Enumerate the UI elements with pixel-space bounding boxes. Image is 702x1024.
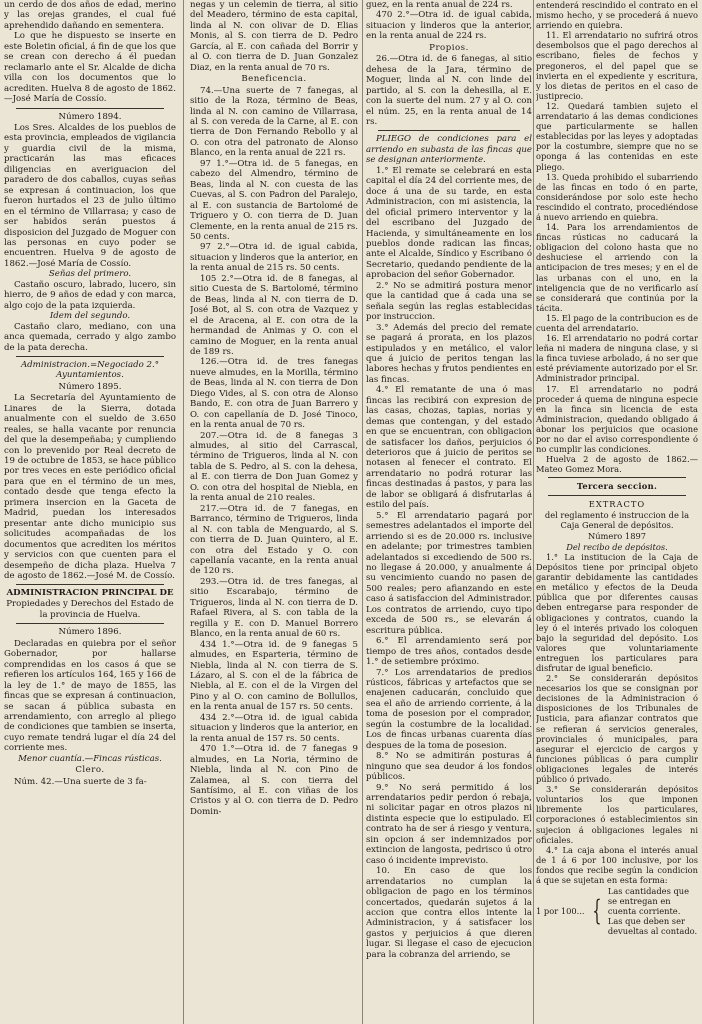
paragraph: Núm. 42.—Una suerte de 3 fa- <box>14 776 147 787</box>
paragraph: Castaño claro, mediano, con una anca quemada, cerrado y algo zambo de la pata derecha. <box>4 321 176 353</box>
interest-conditions <box>608 886 698 936</box>
paragraph: 97 1.°—Otra id. de 5 fanegas, en cabezo del Almendro, término de Beas, linda al N. con cuesta de las Cuevas, al S. con Padron del Paralejo, al E. con sustancia de Bartolomé de Triguero y O. con tierra de D. Juan Clemente, en la renta anual de 215 rs. 50 cents. <box>190 158 358 242</box>
divider <box>548 477 686 478</box>
paragraph: un cerdo de dos años de edad, merino y las orejas grandes, el cual fué aprehendido dañando en sementera. <box>4 0 176 31</box>
article: 3.° Se considerarán depósitos voluntarios los que imponen libremente los particulares, corporaciones ó establecimientos sin sujecion á obligaciones legales ni oficiales. <box>536 784 698 845</box>
column-3 <box>366 0 532 1024</box>
column-2 <box>190 0 358 1024</box>
divider <box>378 130 520 131</box>
divider <box>16 356 164 357</box>
column-1 <box>4 0 176 1024</box>
paragraph: Los Sres. Alcaldes de los pueblos de esta provincia, empleados de vigilancia y guardia civil de la misma, practicarán las mas eficaces diligencias en averiguacion del paradero de dos caballos, cuyas señas se expresan á continuacion, los que fueron hurtados el 23 de julio último en el término de Villarrasa; y caso de ser habidos serán puestos á disposicion del Juzgado de Moguer con las personas en cuyo poder se encuentren. Huelva 9 de agosto de 1862.—José María de Cossío. <box>4 122 176 269</box>
paragraph: 470 2.°—Otra id. de igual cabida, situacion y linderos que la anterior, en la renta anual de 224 rs. <box>366 10 532 42</box>
subheading: Menor cuantía.—Fincas rústicas. <box>18 753 162 764</box>
article: 1.° La institucion de la Caja de Depósitos tiene por principal objeto garantir debidamente las cantidades en metálico y efectos de la Deuda pública que por diferentes causas deben entregarse para responder de obligaciones y contratos, cuando la ley ó el interés privado los coloquen bajo la seguridad del depósito. Los valores que voluntariamente entreguen los particulares para disfrutar de igual beneficio. <box>536 551 698 673</box>
paragraph: entenderá rescindido el contrato en el mismo hecho, y se procederá á nuevo arriendo en quiebra. <box>536 0 698 31</box>
extract-title: EXTRACTO <box>588 498 646 509</box>
section-title: ADMINISTRACION PRINCIPAL DE <box>6 588 174 599</box>
divider <box>16 584 164 585</box>
condition: 6.° El arrendamiento será por tiempo de tres años, contados desde 1.° de setiembre próximo. <box>366 636 532 668</box>
notice-number: Número 1897 <box>587 530 647 541</box>
column-rule <box>362 0 363 1024</box>
paragraph: 434 2.°—Otra id. de igual cabida situacion y linderos que la anterior, en la renta anual de 157 rs. 50 cents. <box>190 712 358 744</box>
section-subtitle: Propiedades y Derechos del Estado de la provincia de Huelva. <box>6 599 174 620</box>
paragraph: Lo que he dispuesto se inserte en este Boletin oficial, á fin de que los que se crean con derecho á él puedan reclamarlo ante el Sr. Alcalde de dicha villa con los documentos que lo acrediten. Huelva 8 de agosto de 1862.—José María de Cossío. <box>4 31 176 105</box>
interest-condition: Las cantidades que se entregan en cuenta corriente. <box>607 886 690 917</box>
subheading: Señas del primero. <box>48 269 132 280</box>
condition: 15. El pago de la contribucion es de cuenta del arrendatario. <box>536 312 698 333</box>
conditions-heading: PLIEGO de condiciones para el arriendo en subasta de las fincas que se designan anteriormente. <box>366 134 532 166</box>
subheading: Clero. <box>75 765 105 776</box>
column-4 <box>536 0 698 1024</box>
interest-condition: Las que deben ser devueltas al contado. <box>607 916 698 937</box>
subheading: Propios. <box>429 42 469 53</box>
condition: 12. Quedará tambien sujeto el arrendatario á las demas condiciones que particularmente se hallen establecidas por las leyes y adoptadas por la costumbre, siempre que no se oponga á las contenidas en este pliego. <box>536 100 698 172</box>
notice-number: Número 1896. <box>58 627 122 638</box>
subheading: Beneficencia. <box>241 74 307 85</box>
paragraph: 74.—Una suerte de 7 fanegas, al sitio de la Roza, término de Beas, linda al N. con camino de Villarrasa, al S. con vereda de la Carne, al E. con tierra de Don Fernando Rebollo y al O. con otra del patronato de Alonso Blanco, en la renta anual de 221 rs. <box>190 85 358 159</box>
paragraph: 217.—Otra id. de 7 fanegas, en Barranco, término de Trigueros, linda al N. con tabla de Menguardo, al S. con tierra de D. Juan Quintero, al E. con otra del Estado y O. con capellanía vacante, en la renta anual de 120 rs. <box>190 503 358 577</box>
paragraph: 470 1.°—Otra id. de 7 fanegas 9 almudes, en La Noria, término de Niebla, linda al N. con Pino de Zalamea, al S. con tierra del Santísimo, al E. con viñas de los Cristos y al O. con tierra de D. Pedro Domin- <box>190 744 358 817</box>
notice-number: Número 1894. <box>58 111 122 122</box>
paragraph: La Secretaría del Ayuntamiento de Linares de la Sierra, dotada anualmente con el sueldo de 3.650 reales, se halla vacante por renuncia del que la desempeñaba; y cumpliendo con lo prevenido por Real decreto de 19 de octubre de 1853, se hace público por tres veces en este periódico oficial para que en el término de un mes, contado desde que tenga efecto la primera insercion en la Gaceta de Madrid, puedan los interesados presentar ante dicho municipio sus solicitudes acompañadas de los documentos que acrediten los méritos y servicios con que cuenten para el desempeño de dicha plaza. Huelva 7 de agosto de 1862.—José M. de Cossío. <box>4 393 176 582</box>
condition: 14. Para los arrendamientos de fincas rústicas no caducará la obligacion del colono hasta que no deshuciese el arriendo con la anticipacion de tres meses; y en el de las urbanas con el uno, en la inteligencia que de no verificarlo así se considerará que continúa por la tácita. <box>536 222 698 313</box>
condition: 2.° No se admitirá postura menor que la cantidad que á cada una se señala según las reglas establecidas por instruccion. <box>366 280 532 323</box>
divider <box>16 108 164 109</box>
divider <box>548 495 686 496</box>
paragraph: 207.—Otra id. de 8 fanegas 3 almudes, al sitio del Carrascal, término de Trigueros, linda al N. con tabla de S. Pedro, al S. con la dehesa, al E. con tierra de Don Juan Gomez y O. con otra del hospital de Niebla, en la renta anual de 210 reales. <box>190 430 358 504</box>
paragraph: 105 2.°—Otra id. de 8 fanegas, al sitio Cuesta de S. Bartolomé, término de Beas, linda al N. con tierra de D. José Bot, al S. con otra de Vazquez y el de Aracena, al E. con otra de la hermandad de Animas y O. con el camino de Moguer, en la renta anual de 189 rs. <box>190 273 358 357</box>
section-heading: Tercera seccion. <box>576 481 658 492</box>
column-rule <box>183 0 184 1024</box>
interest-table <box>536 886 698 936</box>
condition: 11. El arrendatario no sufrirá otros desembolsos que el pago derechos al escribano, fieles de fechos y pregoneros, el del papel que se invierta en el expediente y escritura, y los dietas de peritos en el caso de justiprecio. <box>536 30 698 101</box>
interest-rate: 1 por 100... <box>536 906 585 917</box>
condition: 16. El arrendatario no podrá cortar leña ni madera de ninguna clase, y si la finca tuviese arbolado, á no ser que esté préviamente autorizado por el Sr. Administrador principal. <box>536 333 698 384</box>
notice-number: Número 1895. <box>58 381 122 392</box>
column-rule <box>533 0 534 1024</box>
paragraph: 126.—Otra id. de tres fanegas nueve almudes, en la Morilla, término de Beas, linda al N. con tierra de Don Diego Vides, al S. con otra de Alonso Bando, E. con otra de Juan Barrero y O. con capellanía de D. José Tinoco, en la renta anual de 70 rs. <box>190 357 358 431</box>
article: 2.° Se considerarán depósitos necesarios los que se consignan por decisiones de la Administracion ó disposiciones de los Tribunales de Justicia, para afianzar contratos que se refieran á servicios generales, provinciales ó municipales, para asegurar el ejercicio de cargos y funciones públicas ó para cumplir obligaciones legales de interés público ó privado. <box>536 673 698 785</box>
divider <box>16 623 164 624</box>
subheading: Del recibo de depósitos. <box>566 541 668 552</box>
article: 4.° La caja abona el interés anual de 1 á 6 por 100 inclusive, por los fondos que recibe según la condicion á que se sujetan en esta forma: <box>536 844 698 885</box>
paragraph: 97 2.°—Otra id. de igual cabida, situacion y linderos que la anterior, en la renta anual de 215 rs. 50 cents. <box>190 242 358 274</box>
condition: 8.° No se admitirán posturas á ninguno que sea deudor á los fondos públicos. <box>366 751 532 783</box>
condition: 4.° El rematante de una ó mas fincas las recibirá con expresion de las casas, chozas, tapias, norias y demas que contengan, y del estado en que se encuentran, con obligacion de satisfacer los daños, perjuicios ó deterioros que á juicio de peritos se notasen al fenecer el contrato. El arrendatario no podrá roturar las fincas destinadas á pastos, y para las de labor se obligará á disfrutarlas á estilo del país. <box>366 385 532 511</box>
condition: 9.° No será permitido á los arrendatarios pedir perdon ó rebaja, ni solicitar pagar en otros plazos ni distinta especie que lo estipulado. El contrato ha de ser á riesgo y ventura, sin opcion á ser indemnizados por extincion de langosta, pedrisco ú otro caso ó incidente imprevisto. <box>366 782 532 866</box>
paragraph: 293.—Otra id. de tres fanegas, al sitio Escarabajo, término de Trigueros, linda al N. con tierra de D. Rafael Rivera, al S. con tabla de la regilla y E. con D. Manuel Borrero Blanco, en la renta anual de 60 rs. <box>190 576 358 640</box>
paragraph: negas y un celemin de tierra, al sitio del Meadero, término de esta capital, linda al N. con olivar de D. Elias Monis, al S. con tierra de D. Pedro García, al E. con cañada del Borrir y al O. con tierra de D. Juan Gonzalez Diaz, en la renta anual de 70 rs. <box>190 0 358 73</box>
subheading: Idem del segundo. <box>49 311 131 322</box>
paragraph: 434 1.°—Otra id. de 9 fanegas 5 almudes, en Esparteria, término de Niebla, linda al N. con tierra de S. Lázaro, al S. con el de la fábrica de Niebla, al E. con el de la Virgen del Pino y al O. con camino de Bollullos, en la renta anual de 157 rs. 50 cents. <box>190 639 358 713</box>
paragraph: 26.—Otra id. de 6 fanegas, al sitio dehesa de la Jara, término de Moguer, linda al N. con linde del partido, al S. con la dehesilla, al E. con la suerte del num. 27 y al O. con el núm. 25, en la renta anual de 14 rs. <box>366 54 532 127</box>
paragraph: Declaradas en quiebra por el señor Gobernador, por hallarse comprendidas en los casos á que se refieren los artículos 164, 165 y 166 de la ley de 1.° de mayo de 1855, las fincas que se expresan á continuacion, se sacan á pública subasta en arrendamiento, con arreglo al pliego de condiciones que tambien se inserta, cuyo remate tendrá lugar el día 24 del corriente mes. <box>4 638 176 754</box>
condition: 1.° El remate se celebrará en esta capital el día 24 del corriente mes, de doce á una de su tarde, en esta Administracion, con mi asistencia, la del oficial primero interventor y la del escribano del Juzgado de Hacienda, y simultáneamente en los pueblos donde radican las fincas, ante el Alcalde, Síndico y Escribano ó Secretario, quedando pendiente de la aprobacion del señor Gobernador. <box>366 165 532 281</box>
condition: 7.° Los arrendatarios de predios rústicos, fábricas y artefactos que se enajenen caducarán, concluido que sea el año de arriendo corriente, á la toma de posesion por el comprador, según la costumbre de la localidad. Los de fincas urbanas cuarenta días despues de la toma de posesion. <box>366 667 532 751</box>
condition: 13. Queda prohibido el subarriendo de las fincas en todo ó en parte, considerándose por solo este hecho rescindido el contrato, procediéndose á nuevo arriendo en quiebra. <box>536 171 698 222</box>
department-line: Administracion.=Negociado 2.° Ayuntamientos. <box>20 359 160 381</box>
signature-line: Huelva 2 de agosto de 1862.—Mateo Gomez Mora. <box>536 454 698 475</box>
paragraph: Castaño oscuro, labrado, lucero, sin hierro, de 9 años de edad y con marca, algo cojo de la pata izquierda. <box>4 279 176 311</box>
condition: 3.° Además del precio del remate se pagará á prorata, en los plazos estipulados y en metálico, el valor que á juicio de peritos tengan las labores hechas y frutos pendientes en las fincas. <box>366 322 532 385</box>
extract-subtitle: del reglamento é instruccion de la Caja General de depósitos. <box>544 509 690 530</box>
brace: { <box>592 894 602 928</box>
condition: 5.° El arrendatario pagará por semestres adelantados el importe del arriendo si es de 20.000 rs. inclusive en adelante; por trimestres tambien adelantados si excediendo de 500 rs. no llegase á 20.000, y anualmente á su vencimiento cuando no pasen de 500 reales; pero afianzando en este caso á satisfaccion del Administrador. Los contratos de arriendo, cuyo tipo exceda de 500 rs., se elevarán á escritura pública. <box>366 510 532 636</box>
condition: 10. En caso de que los arrendatarios no cumplan la obligacion de pago en los términos concertados, quedarán sujetos á la accion que contra ellos intente la Administracion, y á satisfacer los gastos y perjuicios á que dieren lugar. Si llegase el caso de ejecucion para la cobranza del arriendo, se <box>366 866 532 960</box>
condition: 17. El arrendatario no podrá proceder á quema de ninguna especie en la finca sin licencia de esta Administracion, quedando obligado á abonar los perjuicios que ocasione por no dar el aviso correspondiente ó no cumplir las condiciones. <box>536 383 698 455</box>
paragraph: guez, en la renta anual de 224 rs. <box>366 0 513 10</box>
